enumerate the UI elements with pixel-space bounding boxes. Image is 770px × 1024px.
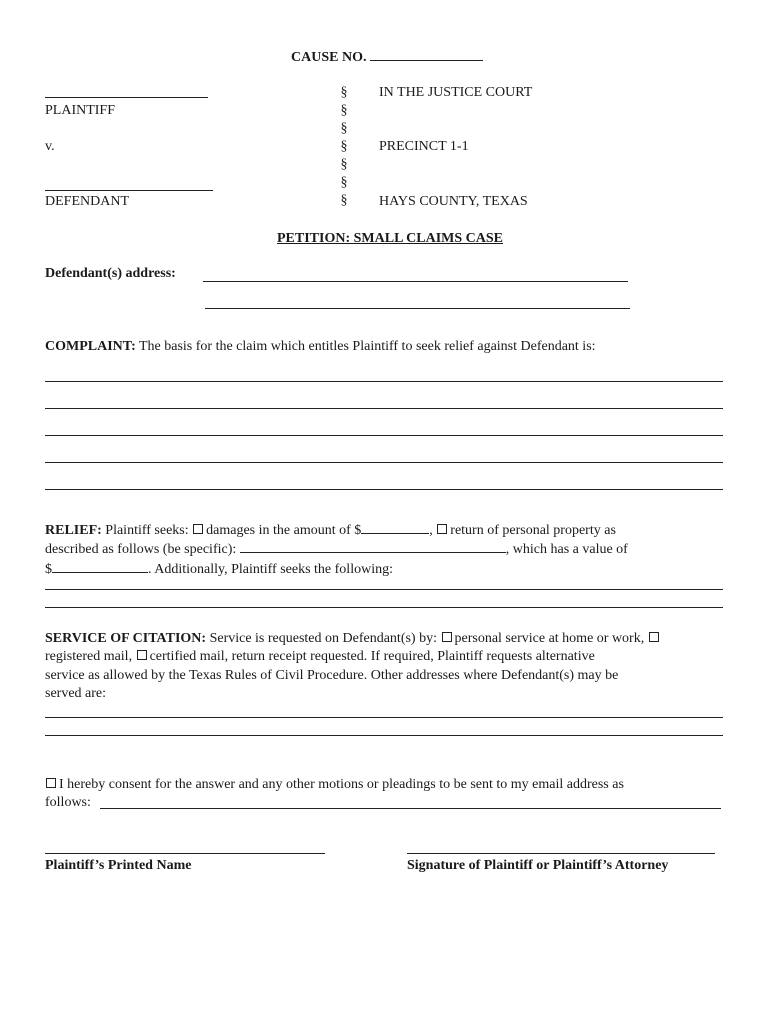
petition-title: PETITION: SMALL CLAIMS CASE [277, 231, 503, 246]
relief-comma: , [429, 523, 433, 538]
service-label: SERVICE OF CITATION: [45, 631, 207, 646]
email-consent-checkbox[interactable] [46, 778, 56, 788]
defendant-address-line-2[interactable] [205, 308, 630, 309]
section-symbol: § [340, 103, 348, 118]
cause-number-field[interactable] [370, 48, 483, 61]
damages-checkbox[interactable] [193, 524, 203, 534]
consent-text-follows: follows: [45, 795, 91, 811]
service-text-served: served are: [45, 685, 107, 701]
relief-text-described: described as follows (be specific): [45, 542, 237, 558]
complaint-section [45, 339, 596, 355]
complaint-line-5[interactable] [45, 489, 723, 490]
cause-number-label: CAUSE NO. [291, 50, 367, 65]
service-text-registered: registered mail, [45, 649, 133, 665]
other-address-line-2[interactable] [45, 735, 723, 736]
printed-name-label: Plaintiff’s Printed Name [45, 858, 192, 873]
other-address-line-1[interactable] [45, 717, 723, 718]
section-symbol: § [340, 193, 348, 208]
service-text-certified: certified mail, return receipt requested. If required, Plaintiff requests alternative [149, 649, 595, 665]
relief-text-additionally: . Additionally, Plaintiff seeks the following: [148, 561, 393, 577]
property-value-field[interactable] [52, 560, 148, 573]
court-name: IN THE JUSTICE COURT [379, 85, 533, 100]
defendant-label: DEFENDANT [45, 194, 129, 209]
service-text-personal: personal service at home or work, [454, 631, 645, 646]
versus-label: v. [45, 139, 55, 154]
relief-label: RELIEF: [45, 523, 102, 538]
relief-text-seeks: Plaintiff seeks: [105, 523, 189, 538]
email-address-field[interactable] [100, 808, 721, 809]
complaint-line-3[interactable] [45, 435, 723, 436]
defendant-address-label: Defendant(s) address: [45, 266, 176, 281]
registered-mail-checkbox[interactable] [649, 632, 659, 642]
relief-text-dollar: $ [45, 561, 52, 577]
service-section [45, 630, 725, 703]
relief-text-damages: damages in the amount of $ [206, 523, 362, 538]
plaintiff-label: PLAINTIFF [45, 103, 116, 118]
complaint-text: The basis for the claim which entitles Plaintiff to seek relief against Defendant is: [138, 339, 596, 354]
return-property-checkbox[interactable] [437, 524, 447, 534]
certified-mail-checkbox[interactable] [137, 650, 147, 660]
complaint-line-4[interactable] [45, 462, 723, 463]
signature-label: Signature of Plaintiff or Plaintiff’s Attorney [407, 858, 669, 873]
precinct-label: PRECINCT 1-1 [379, 139, 469, 154]
defendant-name-field[interactable] [45, 190, 213, 191]
section-symbol: § [340, 85, 348, 100]
consent-text: I hereby consent for the answer and any other motions or pleadings to be sent to my email address as [59, 777, 624, 792]
complaint-line-1[interactable] [45, 381, 723, 382]
county-label: HAYS COUNTY, TEXAS [379, 194, 528, 209]
printed-name-field[interactable] [45, 853, 325, 854]
section-symbol: § [340, 139, 348, 154]
plaintiff-name-field[interactable] [45, 97, 208, 98]
service-text-requested: Service is requested on Defendant(s) by: [209, 631, 437, 646]
property-description-field[interactable] [240, 540, 506, 553]
defendant-address-line-1[interactable] [203, 281, 628, 282]
complaint-line-2[interactable] [45, 408, 723, 409]
additional-relief-line-2[interactable] [45, 607, 723, 608]
section-symbol: § [340, 121, 348, 136]
complaint-label: COMPLAINT: [45, 339, 136, 354]
damages-amount-field[interactable] [361, 521, 429, 534]
section-symbol: § [340, 175, 348, 190]
section-symbol: § [340, 157, 348, 172]
cause-number [291, 48, 483, 66]
signature-field[interactable] [407, 853, 715, 854]
relief-text-value: , which has a value of [505, 542, 628, 558]
service-text-alternative: service as allowed by the Texas Rules of Civil Procedure. Other addresses where Defendant(s) may be [45, 667, 619, 683]
personal-service-checkbox[interactable] [442, 632, 452, 642]
additional-relief-line-1[interactable] [45, 589, 723, 590]
relief-section [45, 521, 725, 579]
relief-text-return: return of personal property as [450, 523, 616, 538]
